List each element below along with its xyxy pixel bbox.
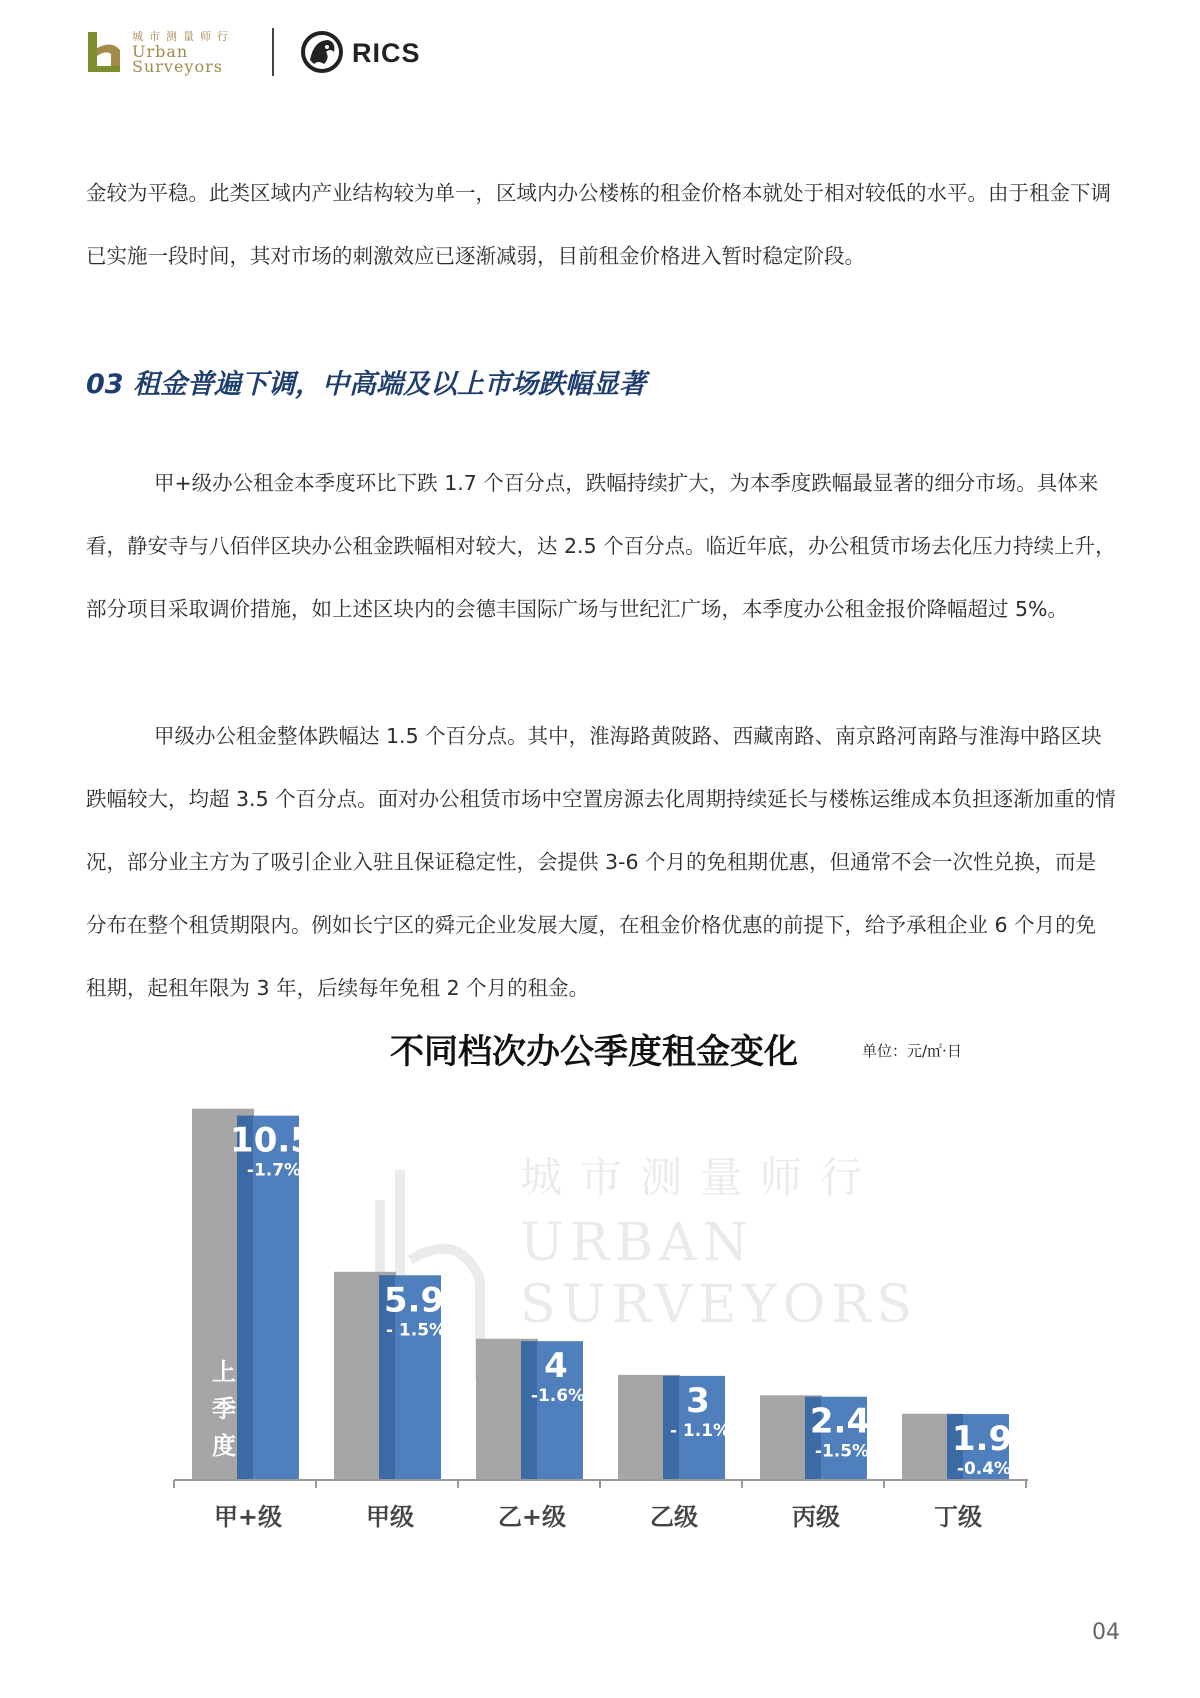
- watermark-en-1: URBAN: [520, 1213, 755, 1273]
- data-label-change: - 1.5%: [385, 1320, 447, 1341]
- legend-previous-quarter: 上季度: [212, 1358, 236, 1460]
- paragraph-3: 甲级办公租金整体跌幅达 1.5 个百分点。其中，淮海路黄陂路、西藏南路、南京路河南路与淮海中路区块跌幅较大，均超 3.5 个百分点。面对办公租赁市场中空置房源去化周期持续延长与楼栋运维成本负担逐渐加重的情况，部分业主方为了吸引企业入驻且保证稳定性，会提供 3-6 个月的免租期优惠，但通常不会一次性兑换，而是分布在整个租赁期限内。例如长宁区的舜元企业发展大厦，在租金价格优惠的前提下，给予承租企业 6 个月的免租期，起租年限为 3 年，后续每年免租 2 个月的租金。: [86, 724, 1116, 1000]
- data-label-change: - 1.1%: [669, 1420, 731, 1441]
- chart-title: 不同档次办公季度租金变化: [390, 1032, 798, 1072]
- rics-logo: RICS: [300, 30, 440, 74]
- chart-unit: 单位：元/㎡·日: [862, 1042, 962, 1060]
- data-label-change: -1.6%: [530, 1386, 586, 1407]
- data-label-value: 5.9: [383, 1280, 445, 1321]
- rics-lion-icon: [300, 30, 346, 74]
- data-label-value: 3: [686, 1380, 710, 1421]
- data-label-value: 4: [544, 1346, 568, 1387]
- paragraph-1: 金较为平稳。此类区域内产业结构较为单一，区域内办公楼栋的租金价格本就处于相对较低的水平。由于租金下调已实施一段时间，其对市场的刺激效应已逐渐减弱，目前租金价格进入暂时稳定阶段。: [86, 181, 1111, 268]
- x-tick-label: 甲+级: [213, 1503, 283, 1531]
- page-header: [86, 26, 566, 78]
- paragraph-2: 甲+级办公租金本季度环比下跌 1.7 个百分点，跌幅持续扩大，为本季度跌幅最显著的细分市场。具体来看，静安寺与八佰伴区块办公租金跌幅相对较大，达 2.5 个百分点。临近年底，办公租赁市场去化压力持续上升，部分项目采取调价措施，如上述区块内的会德丰国际广场与世纪汇广场，本季度办公租金报价降幅超过 5%。: [86, 471, 1116, 621]
- data-label-change: -1.5%: [814, 1441, 870, 1462]
- x-tick-label: 丁级: [934, 1503, 982, 1531]
- x-tick-label: 乙+级: [497, 1503, 567, 1531]
- watermark: [380, 1153, 918, 1380]
- urban-surveyors-logo: [86, 30, 138, 76]
- header-divider: [272, 28, 274, 76]
- bar-current-quarter-shade: [521, 1341, 537, 1480]
- watermark-en-2: SURVEYORS: [520, 1275, 918, 1335]
- section-heading: 03 租金普遍下调，中高端及以上市场跌幅显著: [86, 369, 646, 400]
- data-label-value: 1.9: [951, 1419, 1013, 1460]
- data-label-change: -1.7%: [246, 1160, 302, 1181]
- watermark-cn: 城市测量师行: [520, 1153, 881, 1202]
- data-label-value: 10.5: [230, 1120, 314, 1161]
- rent-change-bar-chart: [160, 1080, 1060, 1550]
- data-label-change: -0.4%: [956, 1459, 1012, 1480]
- urban-surveyors-wordmark: 城市测量师行 Urban Surveyors: [132, 30, 234, 76]
- x-tick-label: 丙级: [792, 1503, 840, 1531]
- data-label-value: 2.4: [809, 1401, 871, 1442]
- page-number: 04: [1092, 1620, 1120, 1645]
- x-tick-label: 乙级: [650, 1503, 698, 1531]
- x-tick-label: 甲级: [366, 1503, 414, 1531]
